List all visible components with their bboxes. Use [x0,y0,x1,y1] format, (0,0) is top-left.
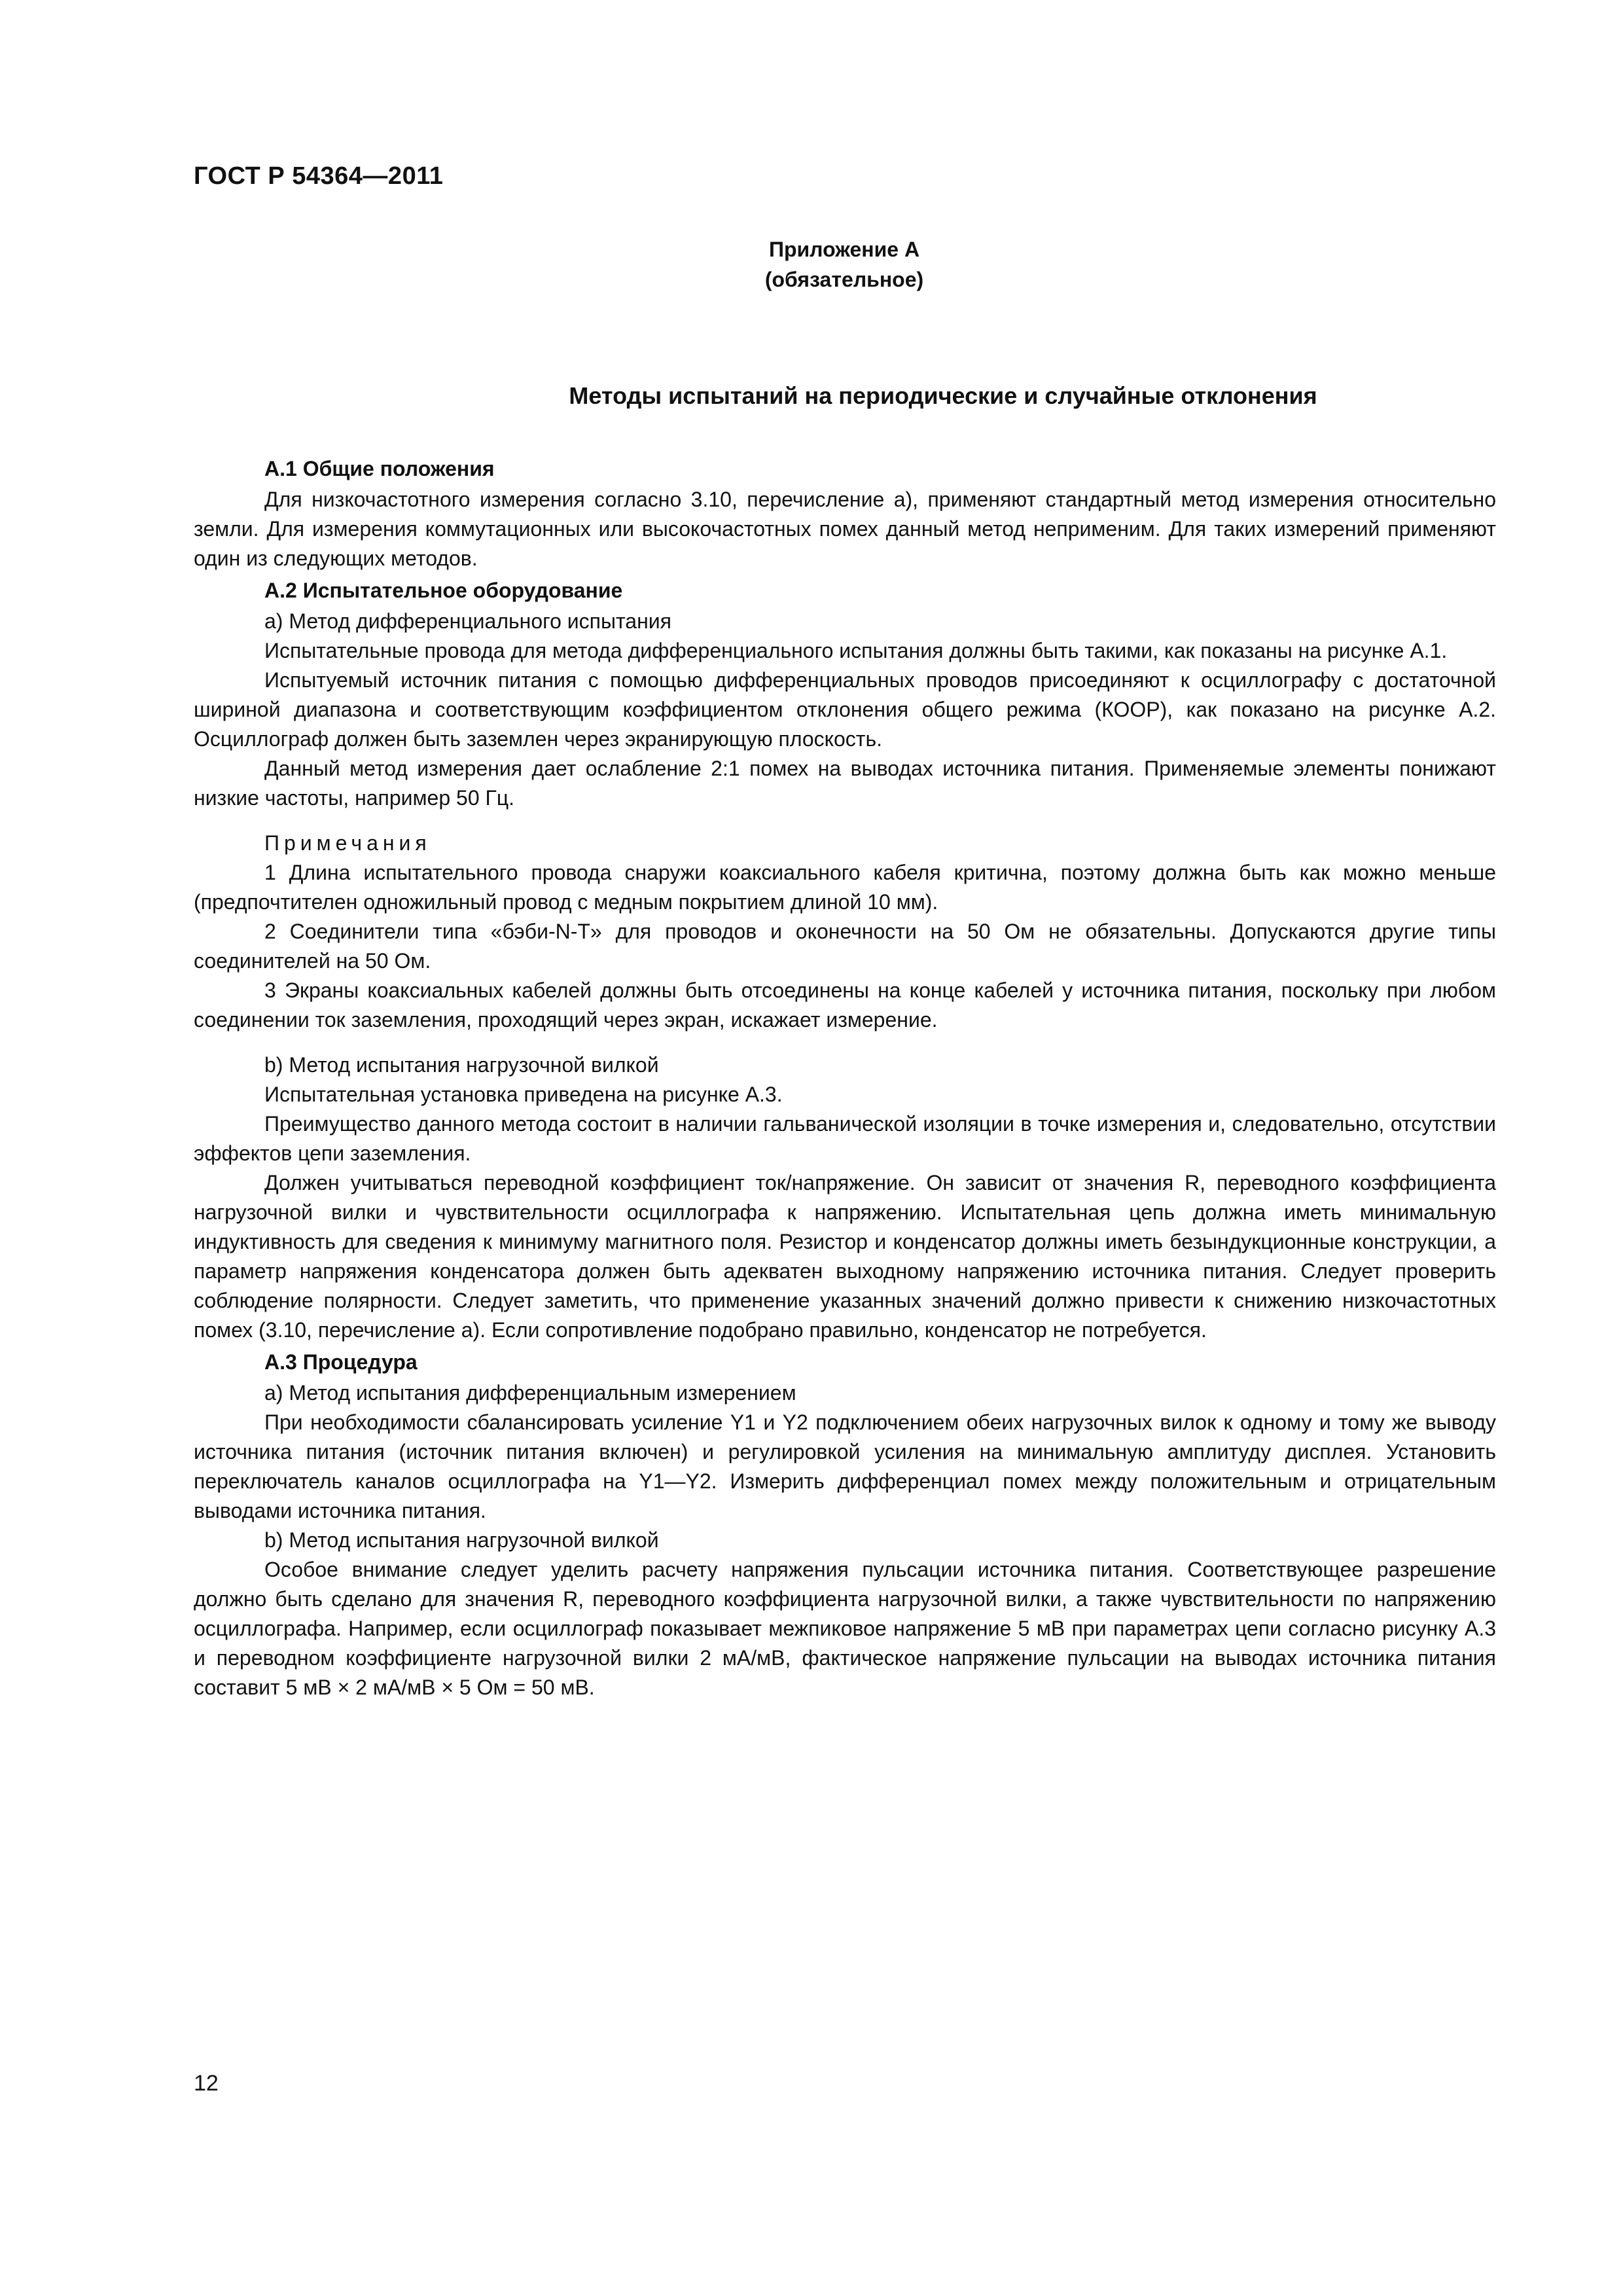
note: 3 Экраны коаксиальных кабелей должны быть отсоединены на конце кабелей у источника питания, поскольку при любом соединении ток заземления, проходящий через экран, искажает измерение. [194,978,1496,1031]
appendix-title: Приложение А [768,238,920,261]
paragraph: Испытательные провода для метода дифференциального испытания должны быть такими, как показаны на рисунке А.1. [264,639,1448,662]
paragraph: Преимущество данного метода состоит в наличии гальванической изоляции в точке измерения и, следовательно, отсутствии эффектов цепи заземления. [194,1112,1496,1165]
paragraph: Для низкочастотного измерения согласно 3.10, перечисление а), применяют стандартный метод измерения относительно земли. Для измерения коммутационных или высокочастотных помех данный метод неприменим. Для таких измерений применяют один из следующих методов. [194,488,1496,570]
list-item: а) Метод дифференциального испытания [264,609,671,633]
note: 2 Соединители типа «бэби-N-T» для проводов и оконечности на 50 Ом не обязательны. Допускаются другие типы соединителей на 50 Ом. [194,920,1496,973]
list-item: b) Метод испытания нагрузочной вилкой [264,1528,659,1552]
paragraph: Испытательная установка приведена на рисунке А.3. [264,1083,783,1106]
list-item: b) Метод испытания нагрузочной вилкой [264,1053,659,1077]
main-title: Методы испытаний на периодические и случайные отклонения [569,382,1317,409]
page-number: 12 [194,2071,219,2096]
paragraph: При необходимости сбалансировать усиление Y1 и Y2 подключением обеих нагрузочных вилок к одному и тому же выводу источника питания (источник питания включен) и регулировкой усиления на минимальную амплитуду дисплея. Установить переключатель каналов осциллографа на Y1—Y2. Измерить дифференциал помех между положительным и отрицательным выводами источника питания. [194,1410,1496,1522]
paragraph: Данный метод измерения дает ослабление 2:1 помех на выводах источника питания. Применяемые элементы понижают низкие частоты, например 50 Гц. [194,757,1496,810]
list-item: а) Метод испытания дифференциальным измерением [264,1381,796,1405]
document-body [194,452,1496,1702]
paragraph: Испытуемый источник питания с помощью дифференциальных проводов присоединяют к осциллографу с достаточной шириной диапазона и соответствующим коэффициентом отклонения общего режима (КООР), как показано на рисунке А.2. Осциллограф должен быть заземлен через экранирующую плоскость. [194,668,1496,751]
document-code: ГОСТ Р 54364—2011 [194,162,444,190]
section-a2-heading: А.2 Испытательное оборудование [264,579,623,602]
section-a1-heading: А.1 Общие положения [264,457,495,480]
paragraph: Особое внимание следует уделить расчету напряжения пульсации источника питания. Соответствующее разрешение должно быть сделано для значения R, переводного коэффициента нагрузочной вилки, а также чувствительности по напряжению осциллографа. Например, если осциллограф показывает межпиковое напряжение 5 мВ при параметрах цепи согласно рисунку А.3 и переводном коэффициенте нагрузочной вилки 2 мА/мВ, фактическое напряжение пульсации на выводах источника питания составит 5 мВ × 2 мА/мВ × 5 Ом = 50 мВ. [194,1558,1496,1699]
notes-title: Примечания [264,831,431,855]
section-a3-heading: А.3 Процедура [264,1350,418,1374]
note: 1 Длина испытательного провода снаружи коаксиального кабеля критична, поэтому должна быть как можно меньше (предпочтителен одножильный провод с медным покрытием длиной 10 мм). [194,861,1496,914]
paragraph: Должен учитываться переводной коэффициент ток/напряжение. Он зависит от значения R, переводного коэффициента нагрузочной вилки и чувствительности осциллографа к напряжению. Испытательная цепь должна иметь минимальную индуктивность для сведения к минимуму магнитного поля. Резистор и конденсатор должны иметь безындукционные конструкции, а параметр напряжения конденсатора должен быть адекватен выходному напряжению источника питания. Следует проверить соблюдение полярности. Следует заметить, что применение указанных значений должно привести к снижению низкочастотных помех (3.10, перечисление а). Если сопротивление подобрано правильно, конденсатор не потребуется. [194,1171,1496,1342]
appendix-status: (обязательное) [764,268,924,291]
